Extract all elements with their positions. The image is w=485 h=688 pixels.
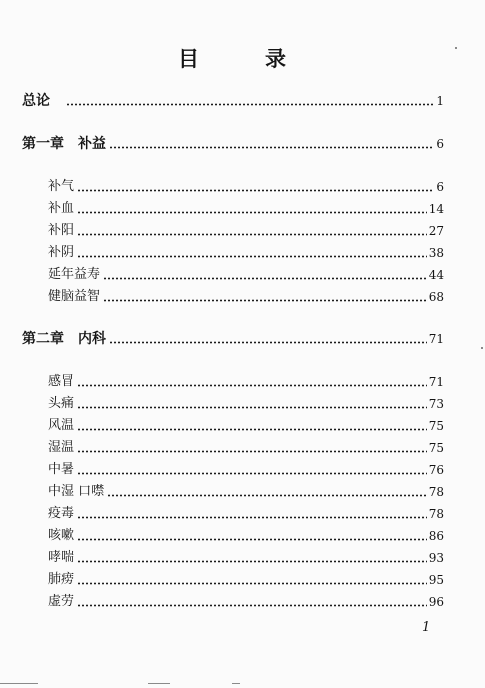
- toc-subentry[interactable]: [0, 265, 485, 285]
- dot-leader: [77, 189, 434, 192]
- toc-entry-page: 86: [428, 529, 444, 543]
- chapter-title: 内科: [78, 331, 106, 347]
- dot-leader: [77, 255, 427, 258]
- toc-subentry[interactable]: [0, 482, 485, 502]
- scan-edge-mark: [232, 683, 240, 684]
- dot-leader: [77, 516, 427, 519]
- scan-speck: [455, 47, 457, 49]
- toc-entry-page: 27: [428, 224, 444, 238]
- toc-entry-label: 补气: [48, 179, 75, 194]
- toc-chapter-2[interactable]: [0, 329, 485, 349]
- toc-subentry[interactable]: [0, 416, 485, 436]
- toc-entry-label: 感冒: [48, 374, 75, 389]
- toc-entry-label: 总论: [22, 93, 50, 109]
- dot-leader: [109, 146, 434, 149]
- toc-subentry[interactable]: [0, 372, 485, 392]
- toc-entry-label: 湿温: [48, 440, 75, 455]
- toc-entry-page: 14: [428, 202, 444, 216]
- dot-leader: [77, 604, 427, 607]
- chapter-title: 补益: [78, 136, 106, 152]
- toc-entry-page: 95: [428, 573, 444, 587]
- scan-speck: [481, 347, 483, 349]
- dot-leader: [77, 538, 427, 541]
- heading-char-mu: 目: [178, 47, 199, 71]
- toc-entry-label: 中暑: [48, 462, 75, 477]
- toc-entry-page: 38: [428, 246, 444, 260]
- toc-entry-page: 71: [428, 332, 444, 346]
- toc-entry-label: 哮喘: [48, 550, 75, 565]
- toc-entry-page: 73: [428, 397, 444, 411]
- toc-entry-label: 补阴: [48, 245, 75, 260]
- toc-subentry[interactable]: [0, 548, 485, 568]
- dot-leader: [77, 582, 427, 585]
- dot-leader: [109, 341, 427, 344]
- toc-entry-page: 78: [428, 507, 444, 521]
- toc-subentry[interactable]: [0, 287, 485, 307]
- toc-subentry[interactable]: [0, 592, 485, 612]
- toc-entry-page: 78: [428, 485, 444, 499]
- toc-entry-label: 健脑益智: [48, 289, 101, 304]
- toc-entry-page: 68: [428, 290, 444, 304]
- toc-entry-page: 71: [428, 375, 444, 389]
- toc-heading: [0, 44, 485, 74]
- scan-edge-mark: [0, 683, 38, 684]
- toc-subentry[interactable]: [0, 460, 485, 480]
- scan-edge-mark: [148, 683, 170, 684]
- toc-entry-page: 96: [428, 595, 444, 609]
- dot-leader: [77, 450, 427, 453]
- chapter-number: 第二章: [22, 331, 64, 347]
- toc-subentry[interactable]: [0, 438, 485, 458]
- toc-subentry[interactable]: [0, 243, 485, 263]
- toc-subentry[interactable]: [0, 199, 485, 219]
- toc-entry-label: 肺痨: [48, 572, 75, 587]
- toc-entry-page: 76: [428, 463, 444, 477]
- toc-entry-page: 44: [428, 268, 444, 282]
- dot-leader: [103, 277, 427, 280]
- toc-entry-page: 75: [428, 419, 444, 433]
- toc-entry-label: 咳嗽: [48, 528, 75, 543]
- heading-char-lu: 录: [265, 47, 286, 71]
- toc-entry-label: 疫毒: [48, 506, 75, 521]
- toc-entry-page: 75: [428, 441, 444, 455]
- toc-subentry[interactable]: [0, 177, 485, 197]
- chapter-number: 第一章: [22, 136, 64, 152]
- toc-entry-page: 93: [428, 551, 444, 565]
- toc-entry-page: 6: [436, 137, 444, 151]
- toc-subentry[interactable]: [0, 570, 485, 590]
- toc-subentry[interactable]: [0, 526, 485, 546]
- dot-leader: [66, 103, 434, 106]
- page-number: 1: [422, 620, 431, 635]
- dot-leader: [77, 560, 427, 563]
- dot-leader: [107, 494, 427, 497]
- toc-subentry[interactable]: [0, 504, 485, 524]
- toc-entry-label: 风温: [48, 418, 75, 433]
- toc-subentry[interactable]: [0, 394, 485, 414]
- dot-leader: [77, 428, 427, 431]
- dot-leader: [77, 384, 427, 387]
- toc-entry-label: 头痛: [48, 396, 75, 411]
- dot-leader: [77, 406, 427, 409]
- toc-entry-label: 中湿 口噤: [48, 484, 105, 499]
- dot-leader: [103, 299, 427, 302]
- toc-entry-page: 1: [436, 94, 444, 108]
- dot-leader: [77, 211, 427, 214]
- toc-entry-label: 补血: [48, 201, 75, 216]
- toc-entry-intro[interactable]: [0, 91, 485, 111]
- toc-entry-label: 延年益寿: [48, 267, 101, 282]
- dot-leader: [77, 472, 427, 475]
- toc-subentry[interactable]: [0, 221, 485, 241]
- dot-leader: [77, 233, 427, 236]
- toc-entry-label: 补阳: [48, 223, 75, 238]
- toc-chapter-1[interactable]: [0, 134, 485, 154]
- toc-entry-label: 虚劳: [48, 594, 75, 609]
- toc-entry-page: 6: [436, 180, 444, 194]
